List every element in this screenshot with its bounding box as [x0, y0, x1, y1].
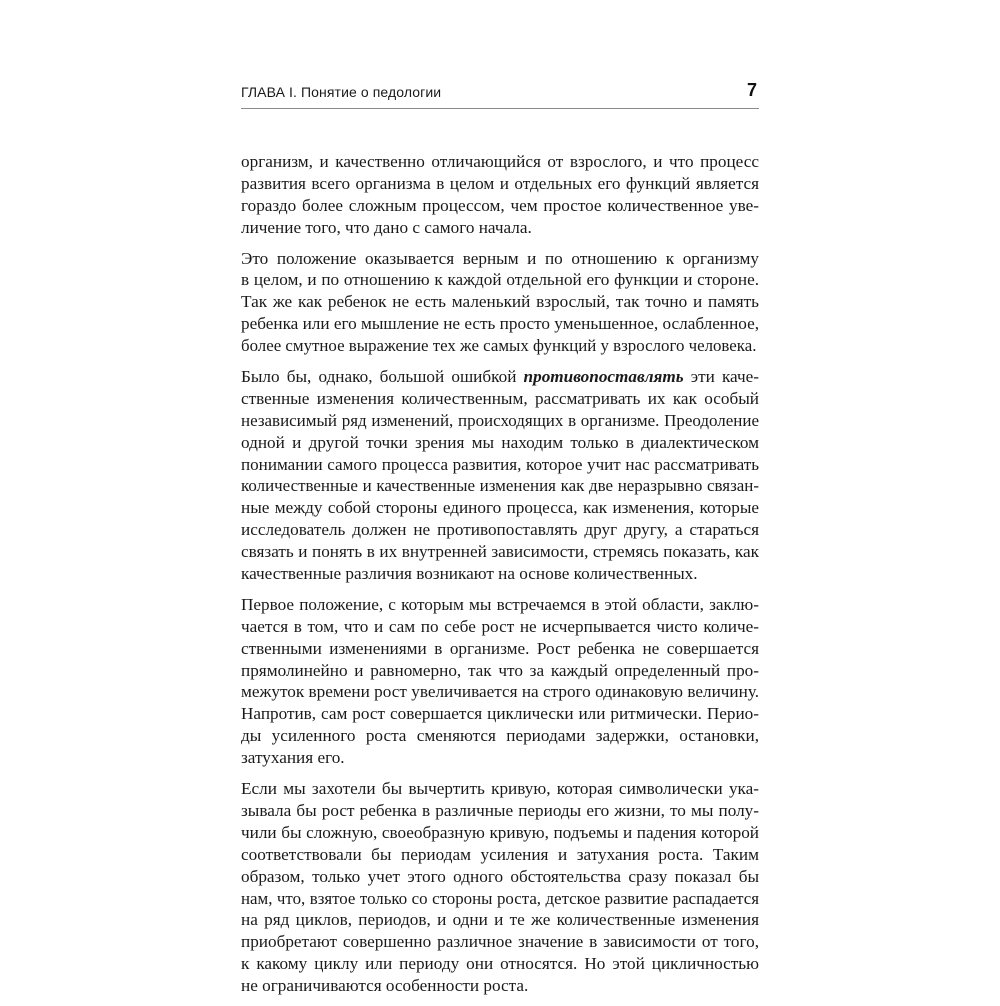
page-number: 7	[746, 80, 757, 100]
text-line: организм, и качественно отличающийся от взрослого, и что процесс	[241, 152, 759, 171]
text-line: соответствовали бы периодам усиления и затухания роста. Таким	[241, 844, 759, 864]
text-line: ребенка или его мышление не есть просто уменьшенное, ослабленное,	[241, 314, 759, 334]
text-line: не ограничиваются особенности роста.	[241, 976, 529, 996]
text-line: Напротив, сам рост совершается циклически или ритмически. Перио-	[241, 704, 759, 724]
header-rule	[241, 108, 759, 109]
text-line: качественные различия возникают на основе количественных.	[241, 564, 698, 584]
paragraph-5	[241, 778, 759, 997]
text-line: Так же как ребенок не есть маленький взрослый, так точно и память	[241, 292, 759, 312]
text-line: прямолинейно и равномерно, так что за каждый определенный про-	[241, 660, 759, 680]
text-line: приобретают совершенно различное значение в зависимости от того,	[241, 932, 759, 952]
text-line: более смутное выражение тех же самых функций у взрослого человека.	[241, 336, 757, 356]
text-line: межуток времени рост увеличивается на строго одинаковую величину.	[241, 682, 759, 702]
text-line: связать и понять в их внутренней зависимости, стремясь показать, как	[241, 542, 759, 562]
paragraph-1	[241, 151, 759, 239]
emphasized-term: противопоставлять	[523, 367, 684, 387]
text-line: ды усиленного роста сменяются периодами задержки, остановки,	[241, 726, 759, 746]
text-line: количественные и качественные изменения как две неразрывно связан-	[241, 476, 759, 496]
text-line-with-emphasis	[241, 366, 759, 388]
text-line: затухания его.	[241, 748, 345, 768]
text-line: Это положение оказывается верным и по отношению к организму	[241, 248, 759, 268]
running-header	[241, 80, 759, 104]
text-line: ные между собой стороны единого процесса, как изменения, которые	[241, 498, 759, 518]
text-line: чили бы сложную, своеобразную кривую, подъемы и падения которой	[241, 822, 759, 842]
text-line: на ряд циклов, периодов, и одни и те же количественные изменения	[241, 910, 759, 930]
paragraph-4	[241, 594, 759, 769]
text-line: ственные изменения количественным, рассматривать их как особый	[241, 388, 759, 408]
text-run: эти каче-	[683, 367, 759, 387]
text-line: личение того, что дано с самого начала.	[241, 217, 532, 237]
text-line: зывала бы рост ребенка в различные периоды его жизни, то мы полу-	[241, 800, 759, 820]
text-line: развития всего организма в целом и отдельных его функций является	[241, 173, 759, 193]
text-line: одной и другой точки зрения мы находим только в диалектическом	[241, 432, 759, 452]
text-line: в целом, и по отношению к каждой отдельной его функции и стороне.	[241, 270, 759, 290]
body-text	[241, 151, 759, 1006]
text-line: нам, что, взятое только со стороны роста, детское развитие распадается	[241, 888, 759, 908]
text-line: образом, только учет этого одного обстоятельства сразу показал бы	[241, 866, 759, 886]
text-line: ственными изменениями в организме. Рост ребенка не совершается	[241, 638, 759, 658]
paragraph-2	[241, 248, 759, 357]
text-line: понимании самого процесса развития, которое учит нас рассматривать	[241, 454, 759, 474]
text-line: гораздо более сложным процессом, чем простое количественное уве-	[241, 195, 759, 215]
text-line: чается в том, что и сам по себе рост не исчерпывается чисто количе-	[241, 616, 759, 636]
text-line: Первое положение, с которым мы встречаемся в этой области, заклю-	[241, 594, 759, 614]
running-title: ГЛАВА I. Понятие о педологии	[241, 84, 442, 100]
text-run: Было бы, однако, большой ошибкой	[241, 367, 524, 387]
text-line: исследователь должен не противопоставлять друг другу, а стараться	[241, 520, 759, 540]
text-line: независимый ряд изменений, происходящих в организме. Преодоление	[241, 410, 759, 430]
text-line: к какому циклу или периоду они относятся. Но этой цикличностью	[241, 954, 759, 974]
text-line: Если мы захотели бы вычертить кривую, которая символически ука-	[241, 779, 759, 799]
paragraph-3	[241, 366, 759, 585]
